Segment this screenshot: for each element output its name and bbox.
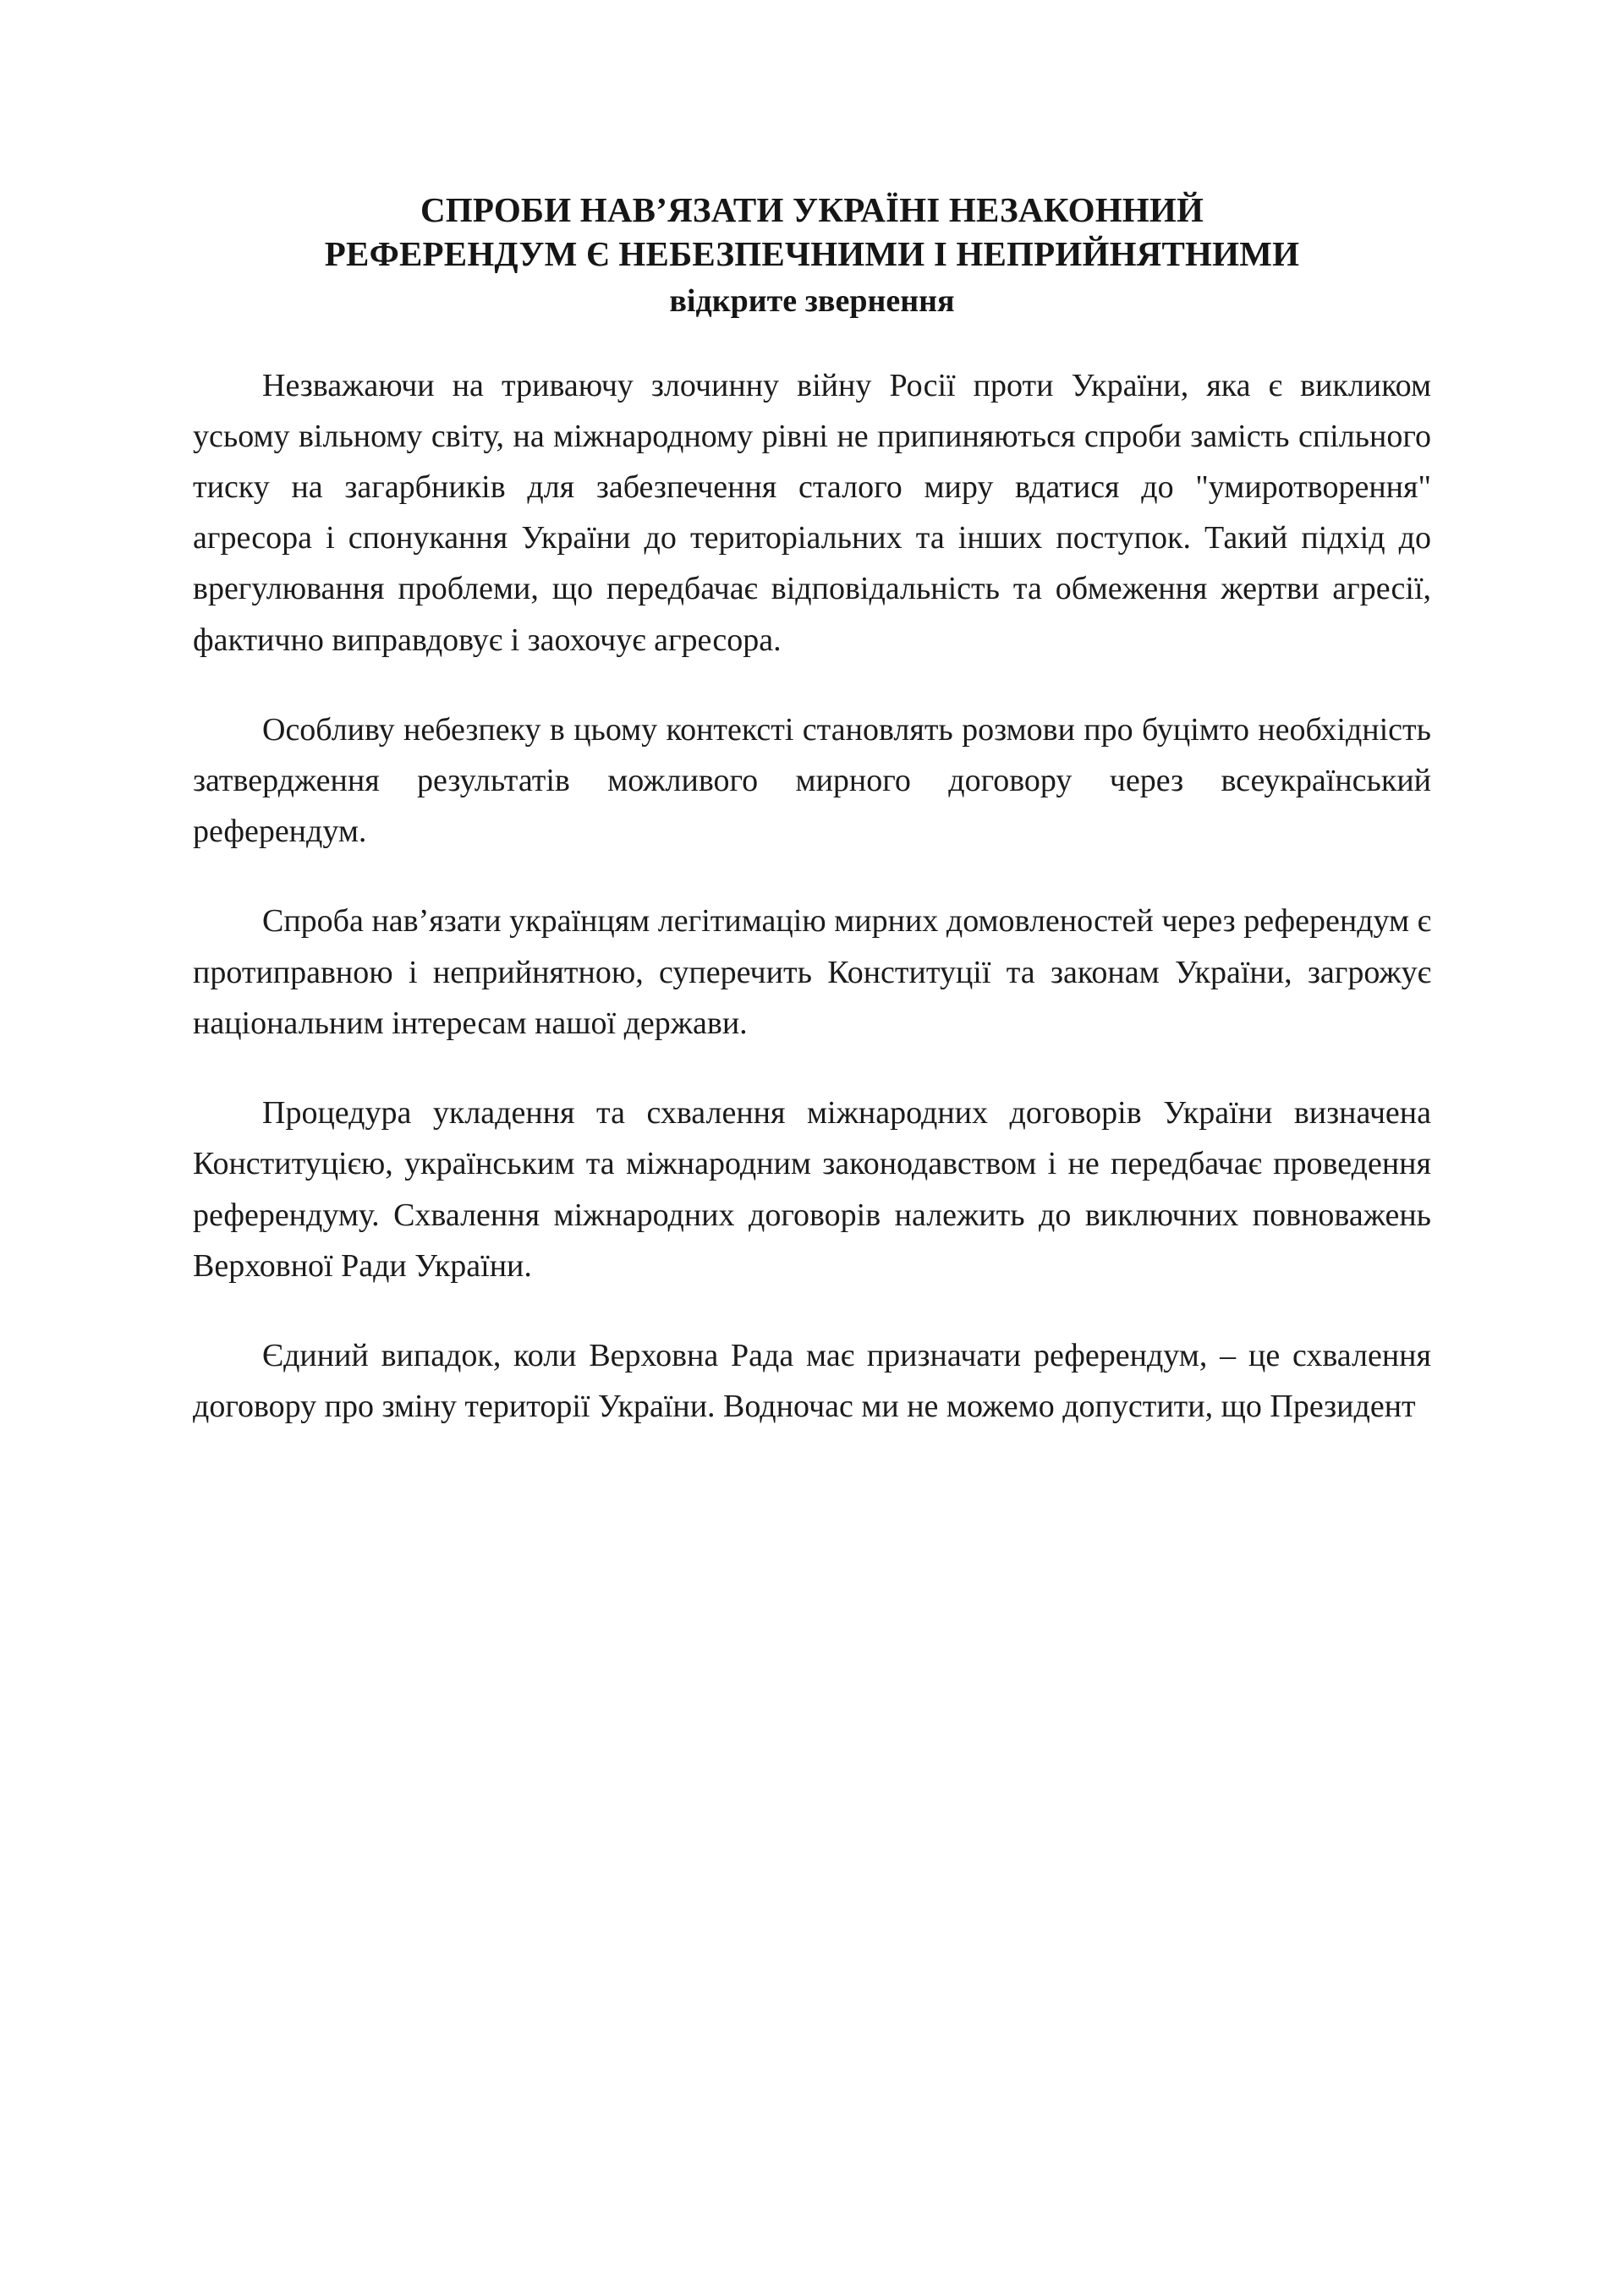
paragraph-4: Процедура укладення та схвалення міжнародних договорів України визначена Конституцією, українським та міжнародним законодавством і не передбачає проведення референдуму. Схвалення міжнародних договорів належить до виключних повноважень Верховної Ради України. <box>193 1095 1431 1284</box>
paragraph-1: Незважаючи на триваючу злочинну війну Росії проти України, яка є викликом усьому вільному світу, на міжнародному рівні не припиняються спроби замість спільного тиску на загарбників для забезпечення сталого миру вдатися до "умиротворення" агресора і спонукання України до територіальних та інших поступок. Такий підхід до врегулювання проблеми, що передбачає відповідальність та обмеження жертви агресії, фактично виправдовує і заохочує агресора. <box>193 367 1431 658</box>
paragraph-5: Єдиний випадок, коли Верховна Рада має призначати референдум, – це схвалення договору про зміну території України. Водночас ми не можемо допустити, що Президент <box>193 1338 1431 1425</box>
page-content-column <box>193 0 1431 1432</box>
page-title-line-1: СПРОБИ НАВ’ЯЗАТИ УКРАЇНІ НЕЗАКОННИЙ <box>420 190 1204 229</box>
document-body <box>193 360 1431 1433</box>
paragraph-2: Особливу небезпеку в цьому контексті становлять розмови про буцімто необхідність затвердження результатів можливого мирного договору через всеукраїнський референдум. <box>193 711 1431 850</box>
page-title-line-2: РЕФЕРЕНДУМ Є НЕБЕЗПЕЧНИМИ І НЕПРИЙНЯТНИМИ <box>324 234 1300 274</box>
paragraph-3: Спроба нав’язати українцям легітимацію мирних домовленостей через референдум є протиправною і неприйнятною, суперечить Конституції та законам України, загрожує національним інтересам нашої держави. <box>193 903 1431 1041</box>
page-subtitle: відкрите звернення <box>669 283 955 320</box>
page-title <box>193 0 1431 276</box>
